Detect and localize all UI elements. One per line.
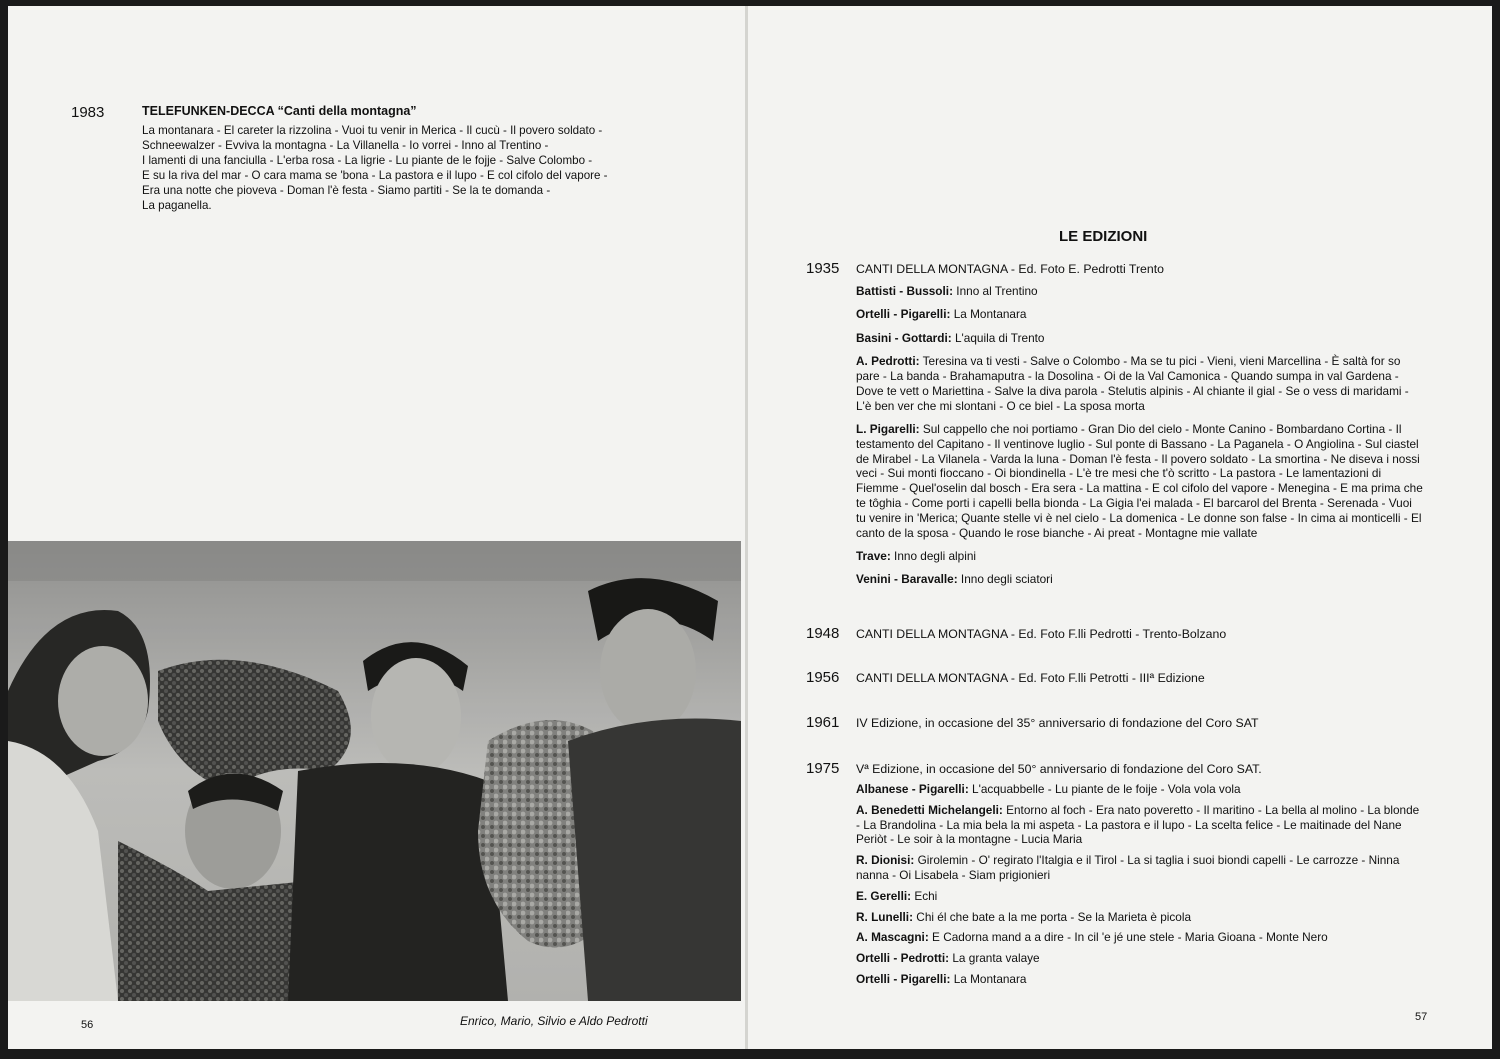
entry-author: A. Pedrotti: (856, 354, 920, 369)
group-photo (8, 541, 741, 1001)
entry-text: Echi (914, 888, 938, 903)
photo-caption: Enrico, Mario, Silvio e Aldo Pedrotti (460, 1014, 648, 1028)
entry (856, 951, 1424, 966)
edition-title: CANTI DELLA MONTAGNA - Ed. Foto F.lli Pedrotti - Trento-Bolzano (856, 627, 1227, 641)
entry (856, 803, 1424, 847)
entry (856, 331, 1424, 346)
edition-title: CANTI DELLA MONTAGNA - Ed. Foto F.lli Petrotti - IIIª Edizione (856, 671, 1205, 685)
book-spine (745, 6, 748, 1049)
edition-title: IV Edizione, in occasione del 35° anniversario di fondazione del Coro SAT (856, 716, 1259, 730)
photo-image (8, 541, 741, 1001)
entry-author: A. Mascagni: (856, 930, 929, 945)
book-spread (8, 6, 1492, 1049)
entry (856, 422, 1424, 540)
edition-year: 1961 (806, 714, 840, 731)
page-number-left: 56 (81, 1019, 94, 1031)
entry-author: Basini - Gottardi: (856, 330, 952, 345)
entry-author: Ortelli - Pigarelli: (856, 971, 951, 986)
entry-text: L'acquabbelle - Lu piante de le foije - Vola vola vola (972, 782, 1241, 796)
entry-text: L'aquila di Trento (954, 330, 1045, 345)
entry (856, 930, 1424, 945)
entry (856, 889, 1424, 904)
entry-text: La Montanara (953, 307, 1027, 322)
entry (856, 572, 1424, 587)
entry-text: Chi él che bate a la me porta - Se la Marieta è picola (916, 909, 1192, 924)
edition-title: CANTI DELLA MONTAGNA - Ed. Foto E. Pedrotti Trento (856, 262, 1164, 276)
record-year: 1983 (71, 104, 105, 121)
edition-year: 1935 (806, 260, 840, 277)
entry-author: Ortelli - Pigarelli: (856, 307, 951, 322)
entry-author: E. Gerelli: (856, 888, 912, 903)
right-page (750, 6, 1492, 1049)
entry-author: Ortelli - Pedrotti: (856, 951, 950, 966)
edition-year: 1975 (806, 760, 840, 777)
edition-year: 1948 (806, 625, 840, 642)
page-number-right: 57 (1415, 1011, 1428, 1023)
record-tracklist: La montanara - El careter la rizzolina - Vuoi tu venir in Merica - Il cucù - Il povero soldato - Schneewalzer - Evviva la montagna - La Villanella - Io vorrei - Inno al Trentino - I lamenti di una fanciulla - L'erba rosa - La ligrie - Lu piante de le fojje - Salve Colombo - E su la riva del mar - O cara mama se 'bona - La pastora e il lupo - E col cifolo del vapore - Era una notte che pioveva - Doman l'è festa - Siamo partiti - Se la te domanda - La paganella. (142, 124, 608, 212)
entry-author: L. Pigarelli: (856, 421, 920, 436)
edition-year: 1956 (806, 669, 840, 686)
entry-author: R. Dionisi: (856, 853, 915, 868)
entry-author: A. Benedetti Michelangeli: (856, 802, 1003, 817)
edition-entries (856, 782, 1424, 993)
entry-author: Venini - Baravalle: (856, 572, 958, 587)
entry (856, 549, 1424, 564)
edition-entries (856, 284, 1424, 596)
entry (856, 782, 1424, 797)
entry-text: Inno degli alpini (894, 548, 977, 563)
entry-text: Teresina va ti vesti - Salve o Colombo - Ma se tu pici - Vieni, vieni Marcellina - È saltà for so pare - La banda - Brahamaputra - la Dosolina - Oi de la Val Camonica - Quando sumpa in val Gardena - Dove te vett o Mariettina - Salve la diva parola - Stelutis alpinis - Al chiante il gial - Se o vess di maridami - L'è ben ver che mi slontani - O ce biel - La sposa morta (856, 354, 1409, 413)
entry-text: Inno degli sciatori (960, 572, 1053, 587)
entry (856, 853, 1424, 883)
entry-text: Inno al Trentino (956, 284, 1038, 298)
entry-text: La granta valaye (952, 951, 1040, 966)
entry-author: R. Lunelli: (856, 909, 914, 924)
entry-text: E Cadorna mand a a dire - In cil 'e jé une stele - Maria Gioana - Monte Nero (932, 930, 1328, 945)
record-title: TELEFUNKEN-DECCA “Canti della montagna” (142, 104, 417, 118)
entry-text: Girolemin - O' regirato l'Italgia e il Tirol - La si taglia i suoi biondi capelli - Le carrozze - Ninna nanna - Oi Lisabela - Siam prigionieri (856, 853, 1400, 882)
entry-text: Sul cappello che noi portiamo - Gran Dio del cielo - Monte Canino - Bombardano Cortina - Il testamento del Capitano - Il ventinove luglio - Sul ponte di Bassano - La Paganela - O Angiolina - Sul ciastel de Mirabel - La Vilanela - Varda la luna - Doman l'è festa - Il povero soldato - La smortina - Ne diseva i nossi veci - Sui monti fioccano - Oi biondinella - L'è tre mesi che t'ò scritto - La pastora - Le lamentazioni di Fiemme - Quel'oselin dal bosch - Era sera - La mattina - E col cifolo del vapore - Menegina - E ma prima che te tôghia - Come porti i capelli bella bionda - La Gigia l'ei malada - El barcarol del Brenta - Serenada - Vuoi tu venire in 'Merica; Quante stelle vi è nel cielo - La domenica - Le donne son false - In cima ai monticelli - El canto de la sposa - Quando le rose bianche - Ai preat - Montagne mie vallate (856, 421, 1423, 540)
entry-author: Battisti - Bussoli: (856, 284, 954, 298)
entry (856, 972, 1424, 987)
entry (856, 354, 1424, 413)
edition-title: Vª Edizione, in occasione del 50° anniversario di fondazione del Coro SAT. (856, 762, 1262, 776)
entry (856, 910, 1424, 925)
left-page (8, 6, 743, 1049)
entry-text: La Montanara (953, 971, 1027, 986)
entry-author: Albanese - Pigarelli: (856, 782, 969, 796)
entry (856, 284, 1424, 299)
entry-author: Trave: (856, 548, 891, 563)
section-heading: LE EDIZIONI (1059, 228, 1148, 245)
entry-text: Entorno al foch - Era nato poveretto - Il maritino - La bella al molino - La blonde - La Brandolina - La mia bela la mi aspeta - La pastora e il lupo - La scelta felice - Le maitinade del Nane Periòt - Le soir à la montagne - Lucia Maria (856, 802, 1420, 847)
entry (856, 307, 1424, 322)
